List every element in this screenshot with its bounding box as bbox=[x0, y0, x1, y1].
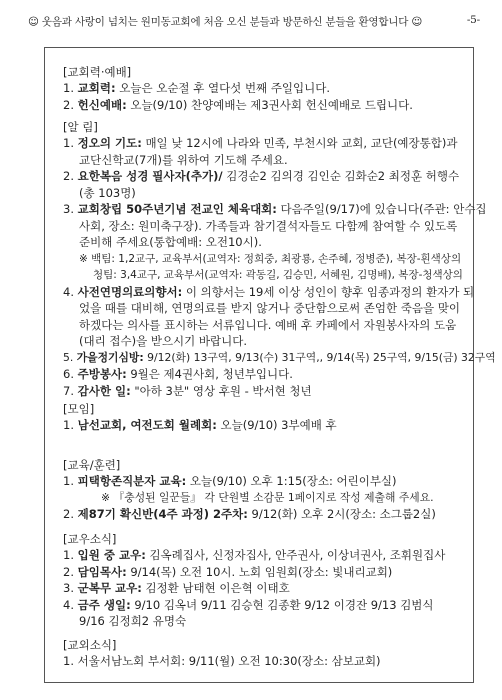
section-church-calendar bbox=[63, 65, 468, 113]
list-item: 1. 남선교회, 여전도회 월례회: 오늘(9/10) 3부예배 후 bbox=[63, 418, 337, 432]
section-title: [교우소식] bbox=[63, 532, 117, 546]
list-item: 2. 헌신예배: 오늘(9/10) 찬양예배는 제3권사회 헌신예배로 드립니다. bbox=[63, 97, 413, 112]
essay-note: ※ 『충성된 일꾼들』 각 단원별 소감문 1페이지로 작성 제출해 주세요. bbox=[101, 490, 434, 504]
list-item: 7. 감사한 일: "아하 3분" 영상 후원 - 박서현 청년 bbox=[63, 383, 312, 398]
section-member-news bbox=[63, 532, 468, 630]
list-item: 3. 교회창립 50주년기념 전교인 체육대회: 다음주일(9/17)에 있습니다(주관: 안수집 사회, 장소: 원미축구장). 가족들과 참기결석자들도 다함께 참여할 수 있도록 준비해 주세요(통합예배: 오전10시). bbox=[63, 202, 487, 249]
list-item: 1. 피택항존직분자 교육: 오늘(9/10) 오후 1:15(장소: 어린이부실) bbox=[63, 474, 397, 488]
section-meetings bbox=[63, 402, 468, 434]
list-item: 1. 서울서남노회 부서회: 9/11(월) 오전 10:30(장소: 삼보교회) bbox=[63, 654, 381, 668]
section-title: [교육/훈련] bbox=[63, 458, 121, 472]
list-item: 2. 제87기 확신반(4주 과정) 2주차: 9/12(화) 오후 2시(장소: 소그룹2실) bbox=[63, 507, 436, 521]
section-title: [교외소식] bbox=[63, 638, 117, 652]
list-item: 5. 가을정기심방: 9/12(화) 13구역, 9/13(수) 31구역,, 9/14(목) 25구역, 9/15(금) 32구역 bbox=[63, 350, 496, 364]
header-welcome-text: ☺ 웃음과 사랑이 넘치는 원미동교회에 처음 오신 분들과 방문하신 분들을 환영합니다 ☺ bbox=[28, 16, 423, 28]
list-item: 1. 입원 중 교우: 김옥례집사, 신정자집사, 안주권사, 이상녀권사, 조휘원집사 bbox=[63, 548, 446, 562]
list-item: 3. 군복무 교우: 김정환 남태현 이은혁 이태호 bbox=[63, 581, 290, 595]
list-item: 1. 정오의 기도: 매일 낮 12시에 나라와 민족, 부천시와 교회, 교단(예장통합)과 교단신학교(7개)를 위하여 기도해 주세요. bbox=[63, 136, 458, 167]
page-header bbox=[28, 14, 480, 29]
section-title: [알 림] bbox=[63, 120, 98, 134]
bulletin-frame bbox=[44, 47, 496, 683]
section-education bbox=[63, 458, 468, 523]
list-item: 4. 사전연명의료의향서: 이 의향서는 19세 이상 성인이 향후 임종과정의 환자가 되 었을 때를 대비해, 연명의료를 받지 않거나 중단함으로써 존엄한 죽음을 맞이 하겠다는 의사를 표시하는 서류입니다. 예배 후 카페에서 자원봉사자의 도움 (대리 접수)을 받으시기 바랍니다. bbox=[63, 284, 475, 348]
section-external-news bbox=[63, 638, 468, 670]
list-item: 6. 주방봉사: 9월은 제4권사회, 청년부입니다. bbox=[63, 367, 293, 381]
list-item: 2. 요한복음 성경 필사자(추가)/ 김경순2 김의경 김인순 김화순2 최정훈 허행수 (총 103명) bbox=[63, 169, 460, 200]
page-number: -5- bbox=[466, 14, 480, 26]
list-item: 1. 교회력: 오늘은 오순절 후 열다섯 번째 주일입니다. bbox=[63, 81, 331, 95]
list-item: 2. 담임목사: 9/14(목) 오전 10시. 노회 임원회(장소: 빛내리교회) bbox=[63, 564, 393, 579]
team-note-blue: 청팀: 3,4교구, 교육부서(교역자: 곽동길, 김승민, 서혜원, 김명배), 복장-청색상의 bbox=[93, 269, 463, 281]
section-title: [교회력·예배] bbox=[63, 65, 132, 79]
section-title: [모임] bbox=[63, 402, 95, 416]
list-item: 4. 금주 생일: 9/10 김옥녀 9/11 김승현 김종환 9/12 이경잔 9/13 김범식 9/16 김정희2 유명숙 bbox=[63, 597, 434, 628]
team-note-white: ※ 백팀: 1,2교구, 교육부서(교역자: 정희중, 최광룡, 손주혜, 정병준), 복장-흰색상의 bbox=[79, 252, 462, 265]
section-announcements bbox=[63, 120, 496, 399]
